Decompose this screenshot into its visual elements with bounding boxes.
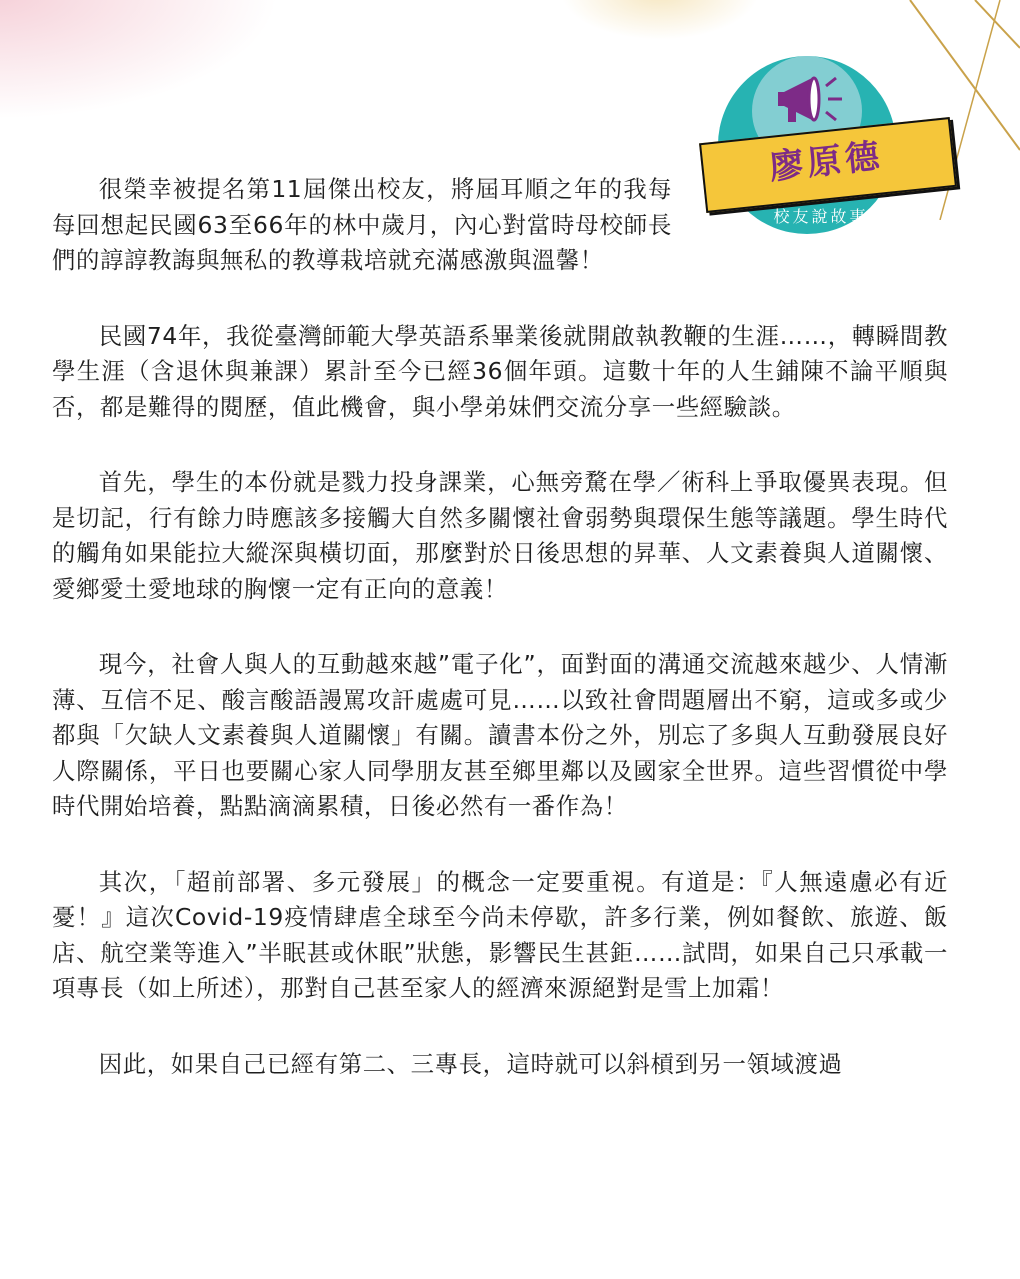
paragraph-intro: 很榮幸被提名第11屆傑出校友，將屆耳順之年的我每每回想起民國63至66年的林中歲月，內心對當時母校師長們的諄諄教誨與無私的教導栽培就充滿感激與溫馨！	[52, 175, 672, 274]
pink-watercolor-wash	[0, 0, 280, 120]
author-name: 廖原德	[767, 136, 886, 188]
article-body	[52, 172, 948, 1122]
paragraph-career: 民國74年，我從臺灣師範大學英語系畢業後就開啟執教鞭的生涯……，轉瞬間教學生涯（含退休與兼課）累計至今已經36個年頭。這數十年的人生鋪陳不論平順與否，都是難得的閱歷，值此機會，與小學弟妹們交流分享一些經驗談。	[52, 321, 948, 421]
badge-subtitle: 校友說故事	[773, 207, 869, 226]
yellow-watercolor-wash	[560, 0, 760, 40]
paragraph-diversified-development: 其次，「超前部署、多元發展」的概念一定要重視。有道是：『人無遠慮必有近憂！』這次Covid-19疫情肆虐全球至今尚未停歇，許多行業，例如餐飲、旅遊、飯店、航空業等進入”半眠甚或休眠”狀態，影響民生甚鉅……試問，如果自己只承載一項專長（如上所述），那對自己甚至家人的經濟來源絕對是雪上加霜！	[52, 867, 948, 1002]
paragraph-second-skill: 因此，如果自己已經有第二、三專長，這時就可以斜槓到另一領域渡過	[98, 1049, 843, 1078]
paragraph-social-interaction: 現今，社會人與人的互動越來越”電子化”，面對面的溝通交流越來越少、人情漸薄、互信不足、酸言酸語謾罵攻訐處處可見……以致社會問題層出不窮，這或多或少都與「欠缺人文素養與人道關懷」有關。讀書本份之外，別忘了多與人互動發展良好人際關係，平日也要關心家人同學朋友甚至鄉里鄰以及國家全世界。這些習慣從中學時代開始培養，點點滴滴累積，日後必然有一番作為！	[52, 650, 948, 820]
megaphone-icon	[774, 66, 850, 136]
paragraph-student-duty: 首先，學生的本份就是戮力投身課業，心無旁騖在學／術科上爭取優異表現。但是切記，行有餘力時應該多接觸大自然多關懷社會弱勢與環保生態等議題。學生時代的觸角如果能拉大縱深與橫切面，那麼對於日後思想的昇華、人文素養與人道關懷、愛鄉愛土愛地球的胸懷一定有正向的意義！	[52, 468, 948, 603]
